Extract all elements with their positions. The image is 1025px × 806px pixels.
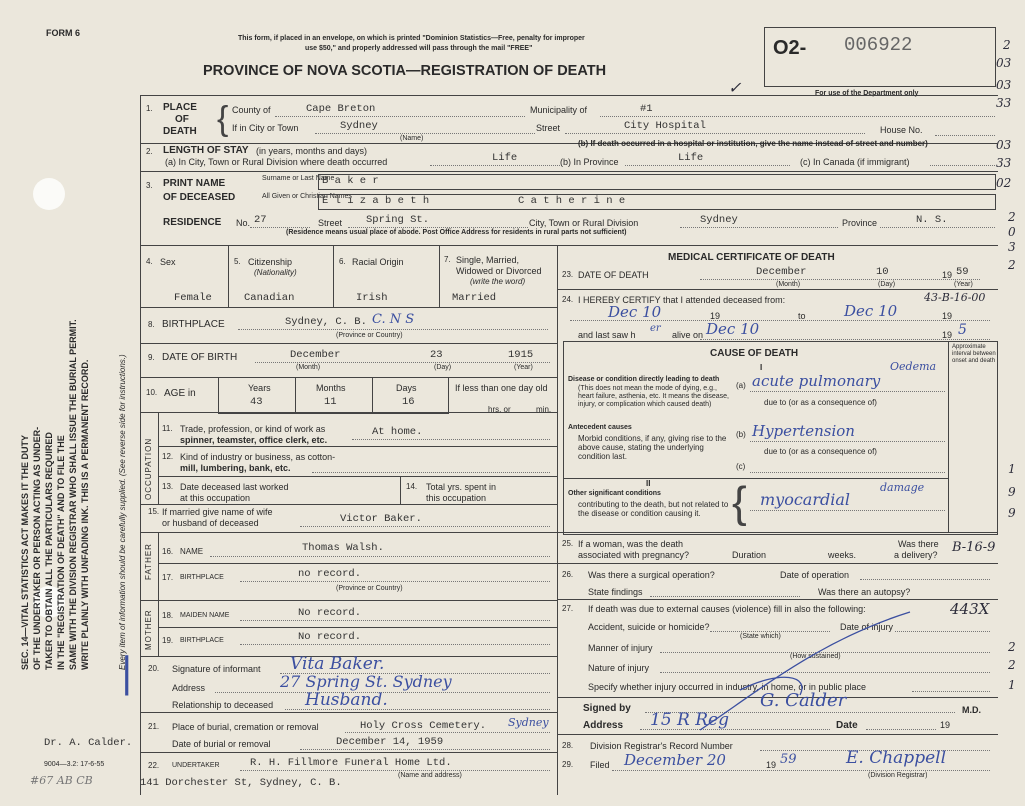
informant-address: 27 Spring St. Sydney <box>280 672 452 691</box>
filed-date: December 20 <box>624 751 726 769</box>
residence-number: 27 <box>254 214 267 226</box>
burial-date: December 14, 1959 <box>336 736 444 748</box>
municipality-value: #1 <box>640 103 653 115</box>
residence-province: N. S. <box>916 214 948 226</box>
age-years: 43 <box>250 396 263 408</box>
spouse-value: Victor Baker. <box>340 513 422 525</box>
residence-street: Spring St. <box>366 214 430 226</box>
dob-day: 23 <box>430 349 443 361</box>
death-day: 10 <box>876 266 889 278</box>
cause-b: Hypertension <box>752 422 855 440</box>
physician-address: 15 R Reg <box>650 710 729 730</box>
age-months: 11 <box>324 396 337 408</box>
racial-value: Irish <box>356 292 388 304</box>
mother-maiden-name: No record. <box>298 607 362 619</box>
death-month: December <box>756 266 807 278</box>
registration-number: 006922 <box>844 34 913 56</box>
burial-place: Holy Cross Cemetery. <box>360 720 487 732</box>
pen-stroke-1 <box>700 612 910 730</box>
envelope-note: This form, if placed in an envelope, on which is printed "Dominion Statistics—Free, penalty for improper <box>238 35 585 42</box>
alive-on-date: Dec 10 <box>706 320 760 338</box>
marital-value: Married <box>452 292 497 304</box>
place-label: PLACE <box>163 102 197 113</box>
dob-month: December <box>290 349 341 361</box>
death-year: 59 <box>956 266 969 278</box>
cause-a: acute pulmonary <box>752 372 881 390</box>
father-name: Thomas Walsh. <box>302 542 384 554</box>
other-conditions: myocardial <box>760 490 851 509</box>
informant-relationship: Husband. <box>305 690 388 710</box>
birthplace-value: Sydney, C. B. <box>285 316 367 328</box>
registration-prefix: O2- <box>773 37 807 59</box>
citizenship-value: Canadian <box>244 292 295 304</box>
physician-signature: G. Calder <box>760 690 847 711</box>
surname-box <box>318 174 996 190</box>
cause-of-death-title: CAUSE OF DEATH <box>710 348 799 359</box>
given-name-1: E l i z a b e t h <box>322 195 430 207</box>
vertical-pen-mark: | <box>120 650 134 696</box>
pen-stroke-2 <box>740 677 802 695</box>
residence-city: Sydney <box>700 214 738 226</box>
age-days: 16 <box>402 396 415 408</box>
undertaker-address: 141 Dorchester St, Sydney, C. B. <box>140 777 342 789</box>
print-code: 9004—3.2: 17-6-55 <box>44 761 105 768</box>
stay-province-value: Life <box>678 152 704 164</box>
frame-top <box>140 95 998 96</box>
county-value: Cape Breton <box>306 103 376 115</box>
check-mark: ✓ <box>728 78 742 97</box>
city-value: Sydney <box>340 120 378 132</box>
length-of-stay-label: LENGTH OF STAY <box>163 145 249 156</box>
pen-strokes <box>560 600 1000 740</box>
frame-left <box>140 95 141 795</box>
surname-value: B a k e r <box>322 175 379 187</box>
medical-certificate-title: MEDICAL CERTIFICATE OF DEATH <box>668 252 835 263</box>
department-use-note: For use of the Department only <box>815 90 919 97</box>
father-birthplace: no record. <box>298 568 362 580</box>
undertaker-name: R. H. Fillmore Funeral Home Ltd. <box>250 757 452 769</box>
trade-value: At home. <box>372 426 423 438</box>
attended-from: Dec 10 <box>608 303 662 321</box>
registrar-signature: E. Chappell <box>846 748 947 768</box>
informant-signature: Vita Baker. <box>290 654 385 674</box>
stay-city-value: Life <box>492 152 518 164</box>
envelope-note-2: use $50," and properly addressed will pass through the mail "FREE" <box>305 45 533 52</box>
certify-code: 43-B-16-00 <box>924 291 986 304</box>
mother-birthplace: No record. <box>298 631 362 643</box>
pencil-note: #67 AB CB <box>30 774 93 787</box>
doctor-name: Dr. A. Calder. <box>44 737 133 749</box>
form-title: PROVINCE OF NOVA SCOTIA—REGISTRATION OF DEATH <box>203 63 607 79</box>
sex-value: Female <box>174 292 212 304</box>
street-value: City Hospital <box>624 120 706 132</box>
punch-hole-top <box>33 178 65 210</box>
attended-to: Dec 10 <box>844 302 898 320</box>
dob-year: 1915 <box>508 349 534 361</box>
given-name-2: C a t h e r i n e <box>518 195 626 207</box>
form-number: FORM 6 <box>46 28 81 38</box>
